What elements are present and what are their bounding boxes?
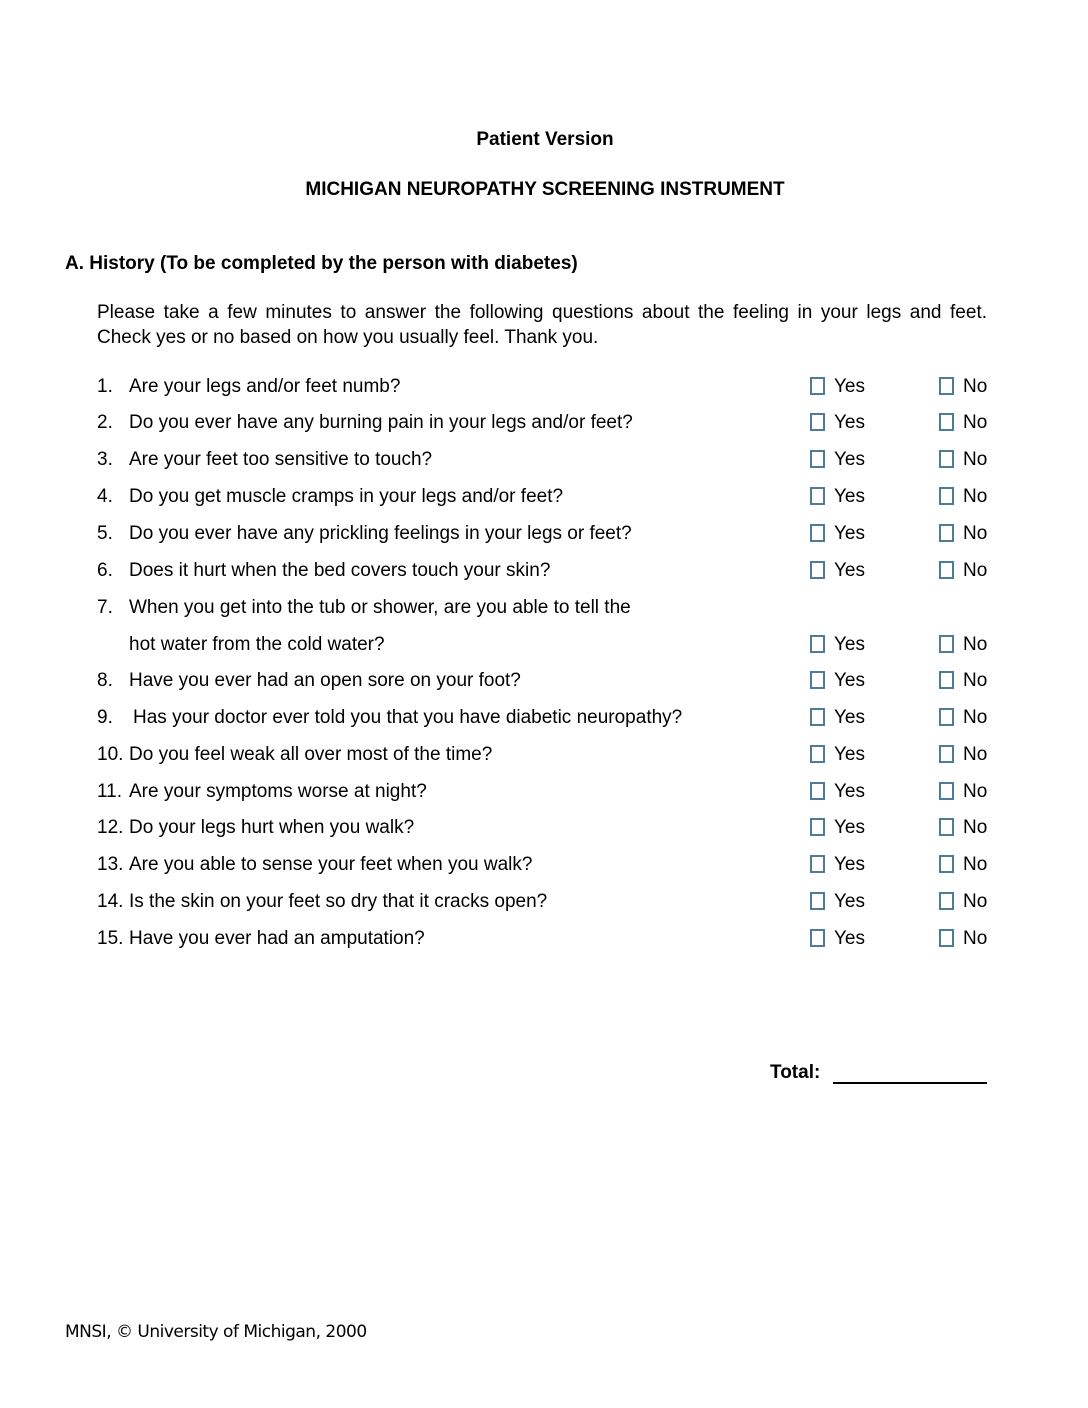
question-number: 13. [97, 854, 124, 875]
question-row-9 [0, 705, 1088, 733]
yes-checkbox[interactable] [810, 487, 825, 505]
yes-checkbox[interactable] [810, 929, 825, 947]
question-text: Is the skin on your feet so dry that it cracks open? [129, 891, 548, 912]
question-text: Do you get muscle cramps in your legs and/or feet? [129, 486, 564, 507]
no-checkbox[interactable] [939, 708, 954, 726]
yes-label: Yes [834, 744, 865, 765]
yes-checkbox[interactable] [810, 745, 825, 763]
question-row-4 [0, 484, 1088, 512]
question-row-14 [0, 889, 1088, 917]
no-label: No [963, 854, 988, 875]
question-row-15 [0, 926, 1088, 954]
no-checkbox[interactable] [939, 745, 954, 763]
question-text: Do your legs hurt when you walk? [129, 817, 415, 838]
no-label: No [963, 486, 988, 507]
yes-label: Yes [834, 670, 865, 691]
yes-checkbox[interactable] [810, 892, 825, 910]
question-text: Are your feet too sensitive to touch? [129, 449, 433, 470]
question-text: Have you ever had an amputation? [129, 928, 425, 949]
no-label: No [963, 449, 988, 470]
yes-label: Yes [834, 817, 865, 838]
question-row-5 [0, 521, 1088, 549]
no-checkbox[interactable] [939, 818, 954, 836]
yes-checkbox[interactable] [810, 782, 825, 800]
no-checkbox[interactable] [939, 782, 954, 800]
question-number: 15. [97, 928, 124, 949]
yes-checkbox[interactable] [810, 450, 825, 468]
document-subtitle: Patient Version [476, 129, 614, 150]
no-label: No [963, 560, 988, 581]
question-number: 8. [97, 670, 113, 691]
no-label: No [963, 376, 988, 397]
total-label: Total: [770, 1062, 821, 1083]
question-number: 9. [97, 707, 113, 728]
total-blank-field[interactable] [833, 1082, 987, 1084]
question-row-1 [0, 374, 1088, 402]
question-row-7-continued [0, 632, 1088, 660]
question-number: 3. [97, 449, 113, 470]
question-text: Have you ever had an open sore on your foot? [129, 670, 521, 691]
yes-label: Yes [834, 523, 865, 544]
yes-checkbox[interactable] [810, 377, 825, 395]
no-checkbox[interactable] [939, 929, 954, 947]
question-number: 2. [97, 412, 113, 433]
no-label: No [963, 817, 988, 838]
no-checkbox[interactable] [939, 413, 954, 431]
no-checkbox[interactable] [939, 524, 954, 542]
no-checkbox[interactable] [939, 671, 954, 689]
no-label: No [963, 670, 988, 691]
copyright-footer: MNSI, © University of Michigan, 2000 [65, 1322, 367, 1342]
question-text: Do you feel weak all over most of the time? [129, 744, 493, 765]
question-text-continued: hot water from the cold water? [129, 634, 385, 655]
question-number: 7. [97, 597, 113, 618]
question-text: When you get into the tub or shower, are you able to tell the [129, 597, 631, 618]
question-row-12 [0, 815, 1088, 843]
yes-checkbox[interactable] [810, 524, 825, 542]
yes-checkbox[interactable] [810, 413, 825, 431]
question-row-10 [0, 742, 1088, 770]
question-row-13 [0, 852, 1088, 880]
no-checkbox[interactable] [939, 892, 954, 910]
no-label: No [963, 412, 988, 433]
no-label: No [963, 781, 988, 802]
document-title: MICHIGAN NEUROPATHY SCREENING INSTRUMENT [305, 179, 785, 200]
yes-checkbox[interactable] [810, 671, 825, 689]
yes-label: Yes [834, 412, 865, 433]
question-text: Are your symptoms worse at night? [129, 781, 427, 802]
question-number: 4. [97, 486, 113, 507]
question-text: Are you able to sense your feet when you walk? [129, 854, 533, 875]
yes-checkbox[interactable] [810, 818, 825, 836]
no-checkbox[interactable] [939, 487, 954, 505]
no-label: No [963, 707, 988, 728]
question-number: 14. [97, 891, 124, 912]
no-checkbox[interactable] [939, 561, 954, 579]
question-row-2 [0, 410, 1088, 438]
question-text: Does it hurt when the bed covers touch your skin? [129, 560, 551, 581]
no-label: No [963, 891, 988, 912]
question-text: Do you ever have any prickling feelings in your legs or feet? [129, 523, 632, 544]
yes-label: Yes [834, 854, 865, 875]
yes-label: Yes [834, 376, 865, 397]
no-checkbox[interactable] [939, 855, 954, 873]
question-text: Are your legs and/or feet numb? [129, 376, 401, 397]
no-checkbox[interactable] [939, 635, 954, 653]
yes-label: Yes [834, 781, 865, 802]
no-checkbox[interactable] [939, 450, 954, 468]
question-row-6 [0, 558, 1088, 586]
question-number: 5. [97, 523, 113, 544]
question-text: Has your doctor ever told you that you have diabetic neuropathy? [133, 707, 683, 728]
yes-label: Yes [834, 928, 865, 949]
section-heading: A. History (To be completed by the person with diabetes) [65, 253, 578, 274]
yes-label: Yes [834, 634, 865, 655]
question-number: 6. [97, 560, 113, 581]
no-label: No [963, 928, 988, 949]
question-text: Do you ever have any burning pain in your legs and/or feet? [129, 412, 633, 433]
question-row-11 [0, 779, 1088, 807]
yes-label: Yes [834, 449, 865, 470]
yes-checkbox[interactable] [810, 561, 825, 579]
yes-checkbox[interactable] [810, 855, 825, 873]
yes-label: Yes [834, 486, 865, 507]
no-label: No [963, 634, 988, 655]
yes-label: Yes [834, 891, 865, 912]
question-row-8 [0, 668, 1088, 696]
no-label: No [963, 523, 988, 544]
question-number: 10. [97, 744, 124, 765]
question-row-3 [0, 447, 1088, 475]
intro-paragraph: Please take a few minutes to answer the following questions about the feeling in your legs and feet. Check yes or no based on how you usually feel. Thank you. [97, 302, 987, 348]
question-number: 11. [97, 781, 123, 802]
yes-checkbox[interactable] [810, 635, 825, 653]
yes-label: Yes [834, 707, 865, 728]
no-checkbox[interactable] [939, 377, 954, 395]
question-number: 1. [97, 376, 113, 397]
yes-label: Yes [834, 560, 865, 581]
question-row-7 [0, 595, 1088, 623]
question-number: 12. [97, 817, 124, 838]
no-label: No [963, 744, 988, 765]
yes-checkbox[interactable] [810, 708, 825, 726]
